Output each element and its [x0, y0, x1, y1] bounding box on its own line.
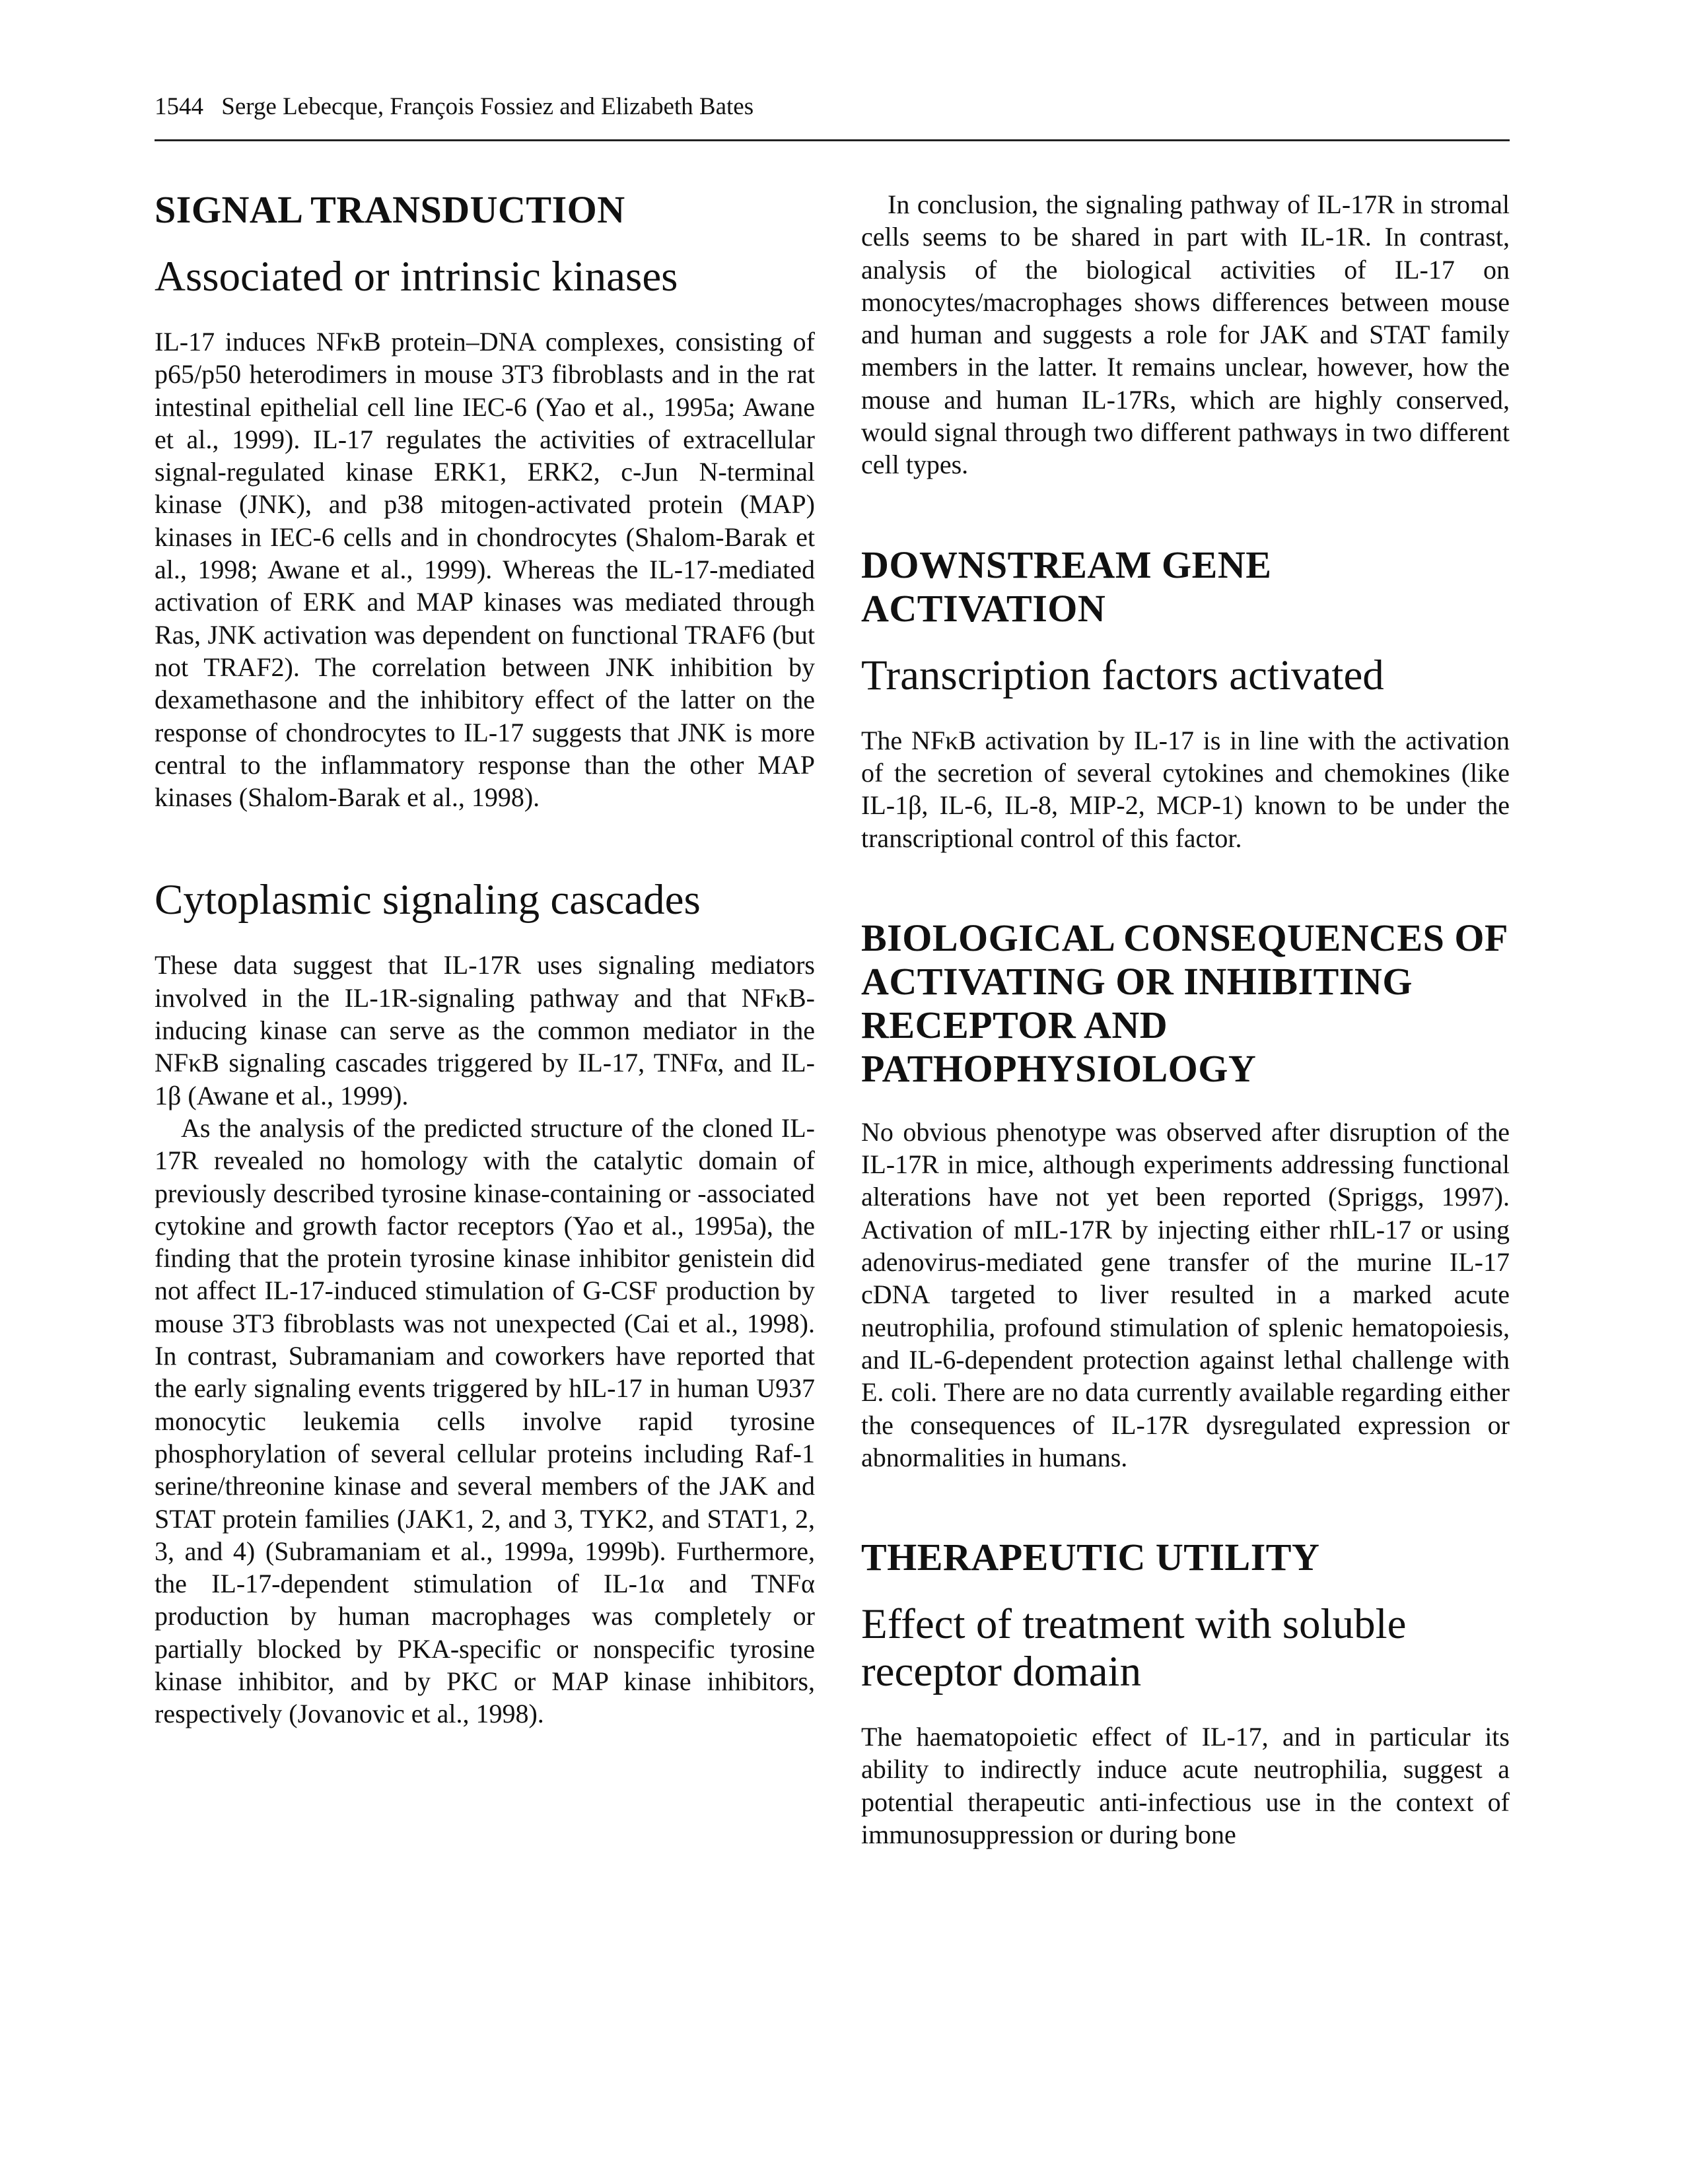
- header-rule: [155, 139, 1510, 141]
- left-column: [155, 188, 815, 1730]
- subsection-title-soluble-receptor: Effect of treatment with soluble receptor domain: [861, 1600, 1407, 1696]
- paragraph-cascades-2: As the analysis of the predicted structure of the cloned IL-17R revealed no homology with the catalytic domain of previously described tyrosine kinase-containing or -associated cytokine and growth factor receptors (Yao et al., 1995a), the finding that the protein tyrosine kinase inhibitor genistein did not affect IL-17-induced stimulation of G-CSF production by mouse 3T3 fibroblasts was not unexpected (Cai et al., 1998). In contrast, Subramaniam and coworkers have reported that the early signaling events triggered by hIL-17 in human U937 monocytic leukemia cells involve rapid tyrosine phosphorylation of several cellular proteins including Raf-1 serine/threonine kinase and several members of the JAK and STAT protein families (JAK1, 2, and 3, TYK2, and STAT1, 2, 3, and 4) (Subramaniam et al., 1999a, 1999b). Furthermore, the IL-17-dependent stimulation of IL-1α and TNFα production by human macrophages was completely or partially blocked by PKA-specific or nonspecific tyrosine kinase inhibitor, and by PKC or MAP kinase inhibitors, respectively (Jovanovic et al., 1998).: [155, 1112, 815, 1729]
- author-line: Serge Lebecque, François Fossiez and Elizabeth Bates: [221, 93, 754, 120]
- right-column: [861, 188, 1510, 1851]
- running-head: [155, 87, 1508, 127]
- paragraph-transcription: The NFκB activation by IL-17 is in line with the activation of the secretion of several cytokines and chemokines (like IL-1β, IL-6, IL-8, MIP-2, MCP-1) known to be under the transcriptional control of this factor.: [861, 725, 1510, 853]
- section-title-biological-consequences: BIOLOGICAL CONSEQUENCES OF ACTIVATING OR INHIBITING RECEPTOR AND PATHOPHYSIOLOGY: [861, 916, 1507, 1090]
- section-title-therapeutic: THERAPEUTIC UTILITY: [861, 1536, 1320, 1579]
- subsection-title-kinases: Associated or intrinsic kinases: [155, 253, 678, 300]
- page-number: 1544: [155, 93, 203, 120]
- paragraph-conclusion: In conclusion, the signaling pathway of IL-17R in stromal cells seems to be shared in part with IL-1R. In contrast, analysis of the biological activities of IL-17 on monocytes/macrophages shows differences between mouse and human and suggests a role for JAK and STAT family members in the latter. It remains unclear, however, how the mouse and human IL-17Rs, which are highly conserved, would signal through two different pathways in two different cell types.: [861, 189, 1510, 480]
- paragraph-biological-consequences: No obvious phenotype was observed after disruption of the IL-17R in mice, although experiments addressing functional alterations have not yet been reported (Spriggs, 1997). Activation of mIL-17R by injecting either rhIL-17 or using adenovirus-mediated gene transfer of the murine IL-17 cDNA targeted to liver resulted in a marked acute neutrophilia, profound stimulation of splenic hematopoiesis, and IL-6-dependent protection against lethal challenge with E. coli. There are no data currently available regarding either the consequences of IL-17R dysregulated expression or abnormalities in humans.: [861, 1116, 1510, 1472]
- subsection-title-cascades: Cytoplasmic signaling cascades: [155, 876, 701, 924]
- paragraph-cascades-1: These data suggest that IL-17R uses signaling mediators involved in the IL-1R-signaling pathway and that NFκB-inducing kinase can serve as the common mediator in the NFκB signaling cascades triggered by IL-17, TNFα, and IL-1β (Awane et al., 1999).: [155, 950, 815, 1110]
- subsection-title-transcription: Transcription factors activated: [861, 651, 1384, 699]
- paragraph-therapeutic: The haematopoietic effect of IL-17, and in particular its ability to indirectly induce acute neutrophilia, suggest a potential therapeutic anti-infectious use in the context of immunosuppression or during bone: [861, 1722, 1510, 1850]
- section-title-downstream: DOWNSTREAM GENE ACTIVATION: [861, 543, 1272, 630]
- section-title-signal-transduction: SIGNAL TRANSDUCTION: [155, 188, 625, 231]
- paragraph-kinases: IL-17 induces NFκB protein–DNA complexes, consisting of p65/p50 heterodimers in mouse 3T3 fibroblasts and in the rat intestinal epithelial cell line IEC-6 (Yao et al., 1995a; Awane et al., 1999). IL-17 regulates the activities of extracellular signal-regulated kinase ERK1, ERK2, c-Jun N-terminal kinase (JNK), and p38 mitogen-activated protein (MAP) kinases in IEC-6 cells and in chondrocytes (Shalom-Barak et al., 1998; Awane et al., 1999). Whereas the IL-17-mediated activation of ERK and MAP kinases was mediated through Ras, JNK activation was dependent on functional TRAF6 (but not TRAF2). The correlation between JNK inhibition by dexamethasone and the inhibitory effect of the latter on the response of chondrocytes to IL-17 suggests that JNK is more central to the inflammatory response than the other MAP kinases (Shalom-Barak et al., 1998).: [155, 327, 815, 813]
